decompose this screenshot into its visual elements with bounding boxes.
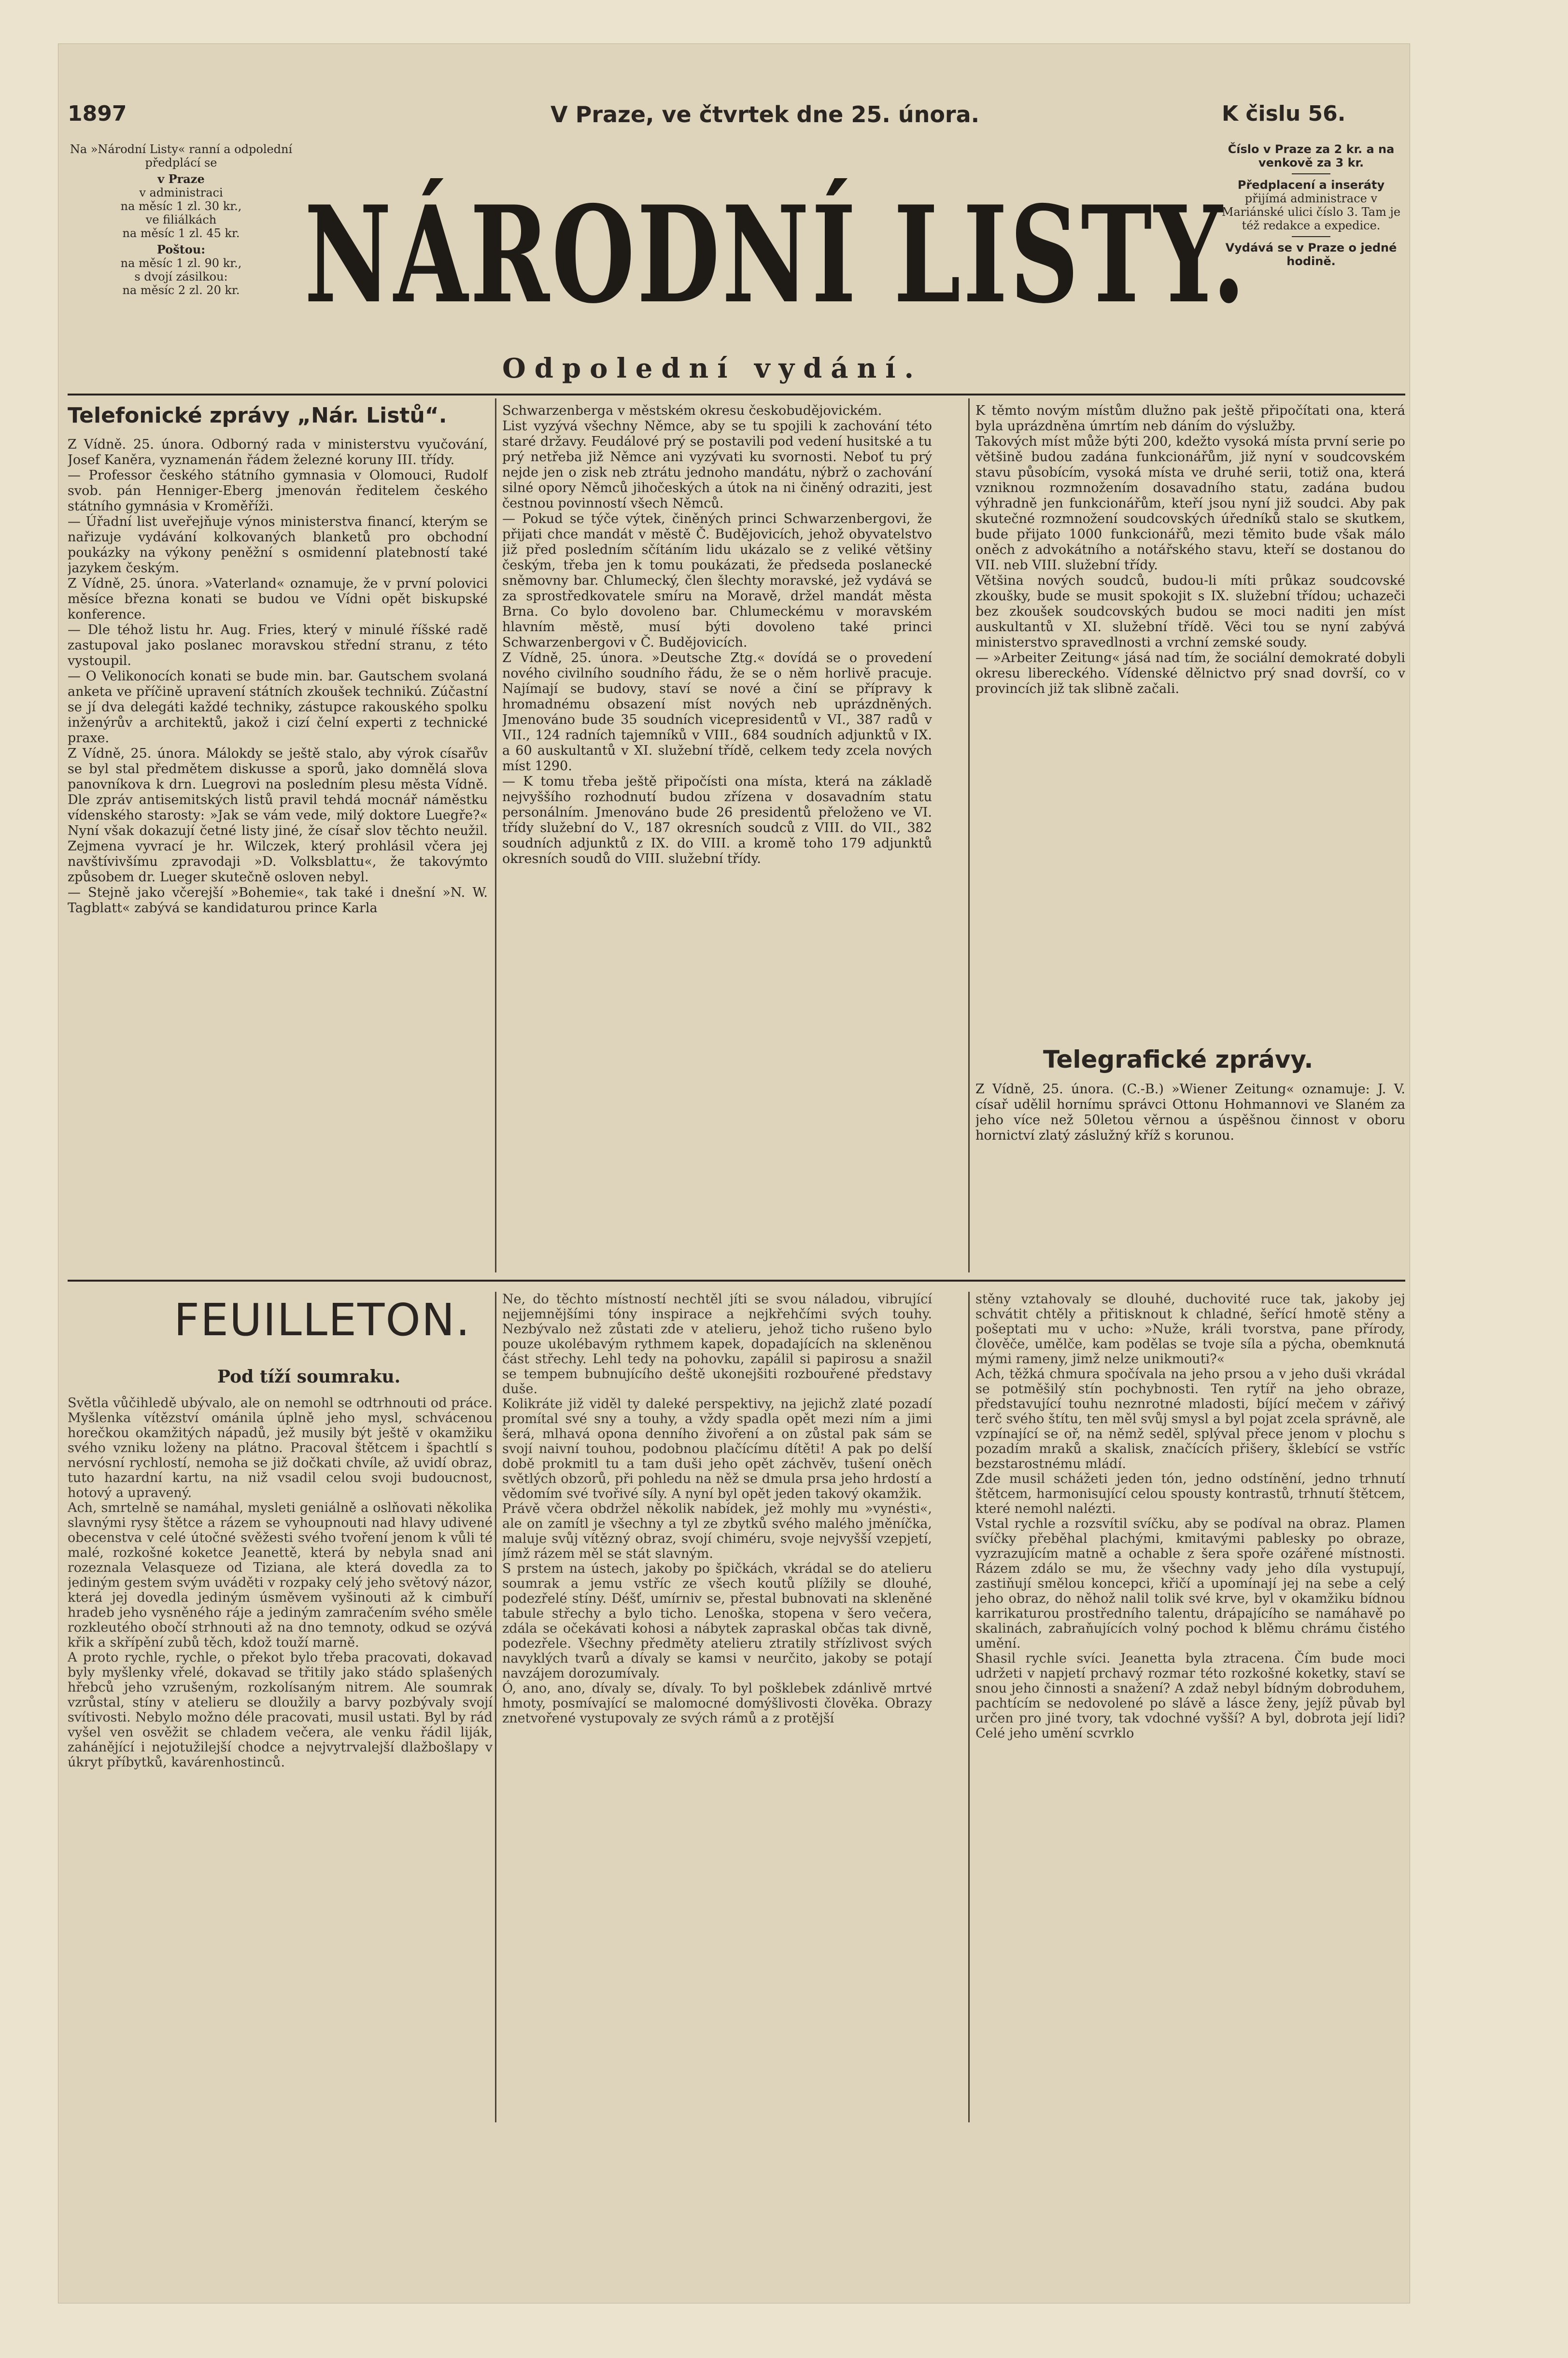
subscription-praha-month: na měsíc 1 zl. 30 kr., <box>120 199 242 213</box>
column-rule <box>968 1292 970 2122</box>
subscription-posta-head: Poštou: <box>156 242 206 256</box>
column-rule <box>968 398 970 1272</box>
feuilleton-column-3: stěny vztahovaly se dlouhé, duchovité ruce tak, jakoby jej schvátit chtěly a přitisknout k chladné, šeřící hmotě stěny a pošeptati mu v ucho: »Nuže, králi tvorstva, pane přírody, člověče, umělče, kam podělas se tvoje síla a pýcha, obemknutá mými rameny, jimž nelze unikmouti?« Ach, těžká chmura spočívala na jeho prsou a v jeho duši vkrádal se potměšilý stín pochybnosti. Ten rytíř na jeho obraze, představující touhu neznrotné mladosti, bíjící mečem v zářivý terč svého štítu, ten měl svůj smysl a byl pojat zcela správně, ale vzpínající se oř, na němž seděl, splýval přece jenom v plochu s pozadím mraků a skalisk, značících přišery, šklebící se vstříc bezstarostnému mládí. Zde musil schážeti jeden tón, jedno odstínění, jedno trhnutí štětcem, harmonisující celou spousty kontrastů, trhnutí štětcem, které nemohl nalézti. Vstal rychle a rozsvítil svíčku, aby se podíval na obraz. Plamen svíčky přeběhal plachými, kmitavými pablesky po obraze, vyzrazujícím matně a ochable z šera spoře ozářené místnosti. Rázem zdálo se mu, že všechny vady jeho díla vystupují, zastiňují smělou koncepci, křičí a upomínají jej na sebe a celý jeho obraz, do něhož nalil tolik své krve, byl v okamžiku bídnou karrikaturou prostředního talentu, drápajícího se namáhavě po skalinách, zabraňujících volný pochod k blěmu chrámu čistého umění. Shasil rychle svíci. Jeanetta byla ztracena. Čím bude moci udržeti v napjetí prchavý rozmar této rozkošné koketky, staví se snou jeho činnosti a snažení? A zdaž nebyl bídným dobroduhem, pachtícím se nedovolené po slávě a lásce ženy, jejíž půvab byl určen pro jiné tvory, tak vdochné vyšší? A byl, dobrota její lidi? Celé jeho umění scvrklo <box>975 1292 1405 1741</box>
masthead-title: NÁRODNÍ LISTY. <box>304 177 1248 333</box>
telegraph-text: Z Vídně, 25. února. (C.-B.) »Wiener Zeitung« oznamuje: J. V. císař udělil hornímu správci Ottonu Hohmannovi ve Slaném za jeho více než 50letou věrnou a úspěšnou činnost v oboru hornictví zlatý záslužný kříž s korunou. <box>975 1082 1405 1143</box>
column-rule <box>495 398 496 1272</box>
subscriptions-head: Předplacení a inseráty <box>1237 178 1385 192</box>
dateline: V Praze, ve čtvrtek dne 25. února. <box>551 101 980 127</box>
news-column-2: Schwarzenberga v městském okresu českobudějovickém. List vyzývá všechny Němce, aby se tu spojili k zachování této staré državy. Feudálové prý se postavili pod vedení husitské a tu prý netřeba již Němce ani vyzývati ku svornosti. Neboť tu prý nejde jen o zisk neb ztrátu jednoho mandátu, nýbrž o zachování silné opory Němců jihočeských a útok na ni činěný odraziti, jest čestnou povinností všech Němců. — Pokud se týče výtek, činěných princi Schwarzenbergovi, že přijati chce mandát v městě Č. Budějovicích, jehož obyvatelstvo již před posledním sčítáním lidu ukázalo se z veliké většiny českým, třeba jen k tomu poukázati, že předseda poslanecké sněmovny bar. Chlumecký, člen šlechty moravské, jež vydává se za sprostředkovatele smíru na Moravě, držel mandát města Brna. Co bylo dovoleno bar. Chlumeckému v moravském hlavním městě, musí býti dovoleno také princi Schwarzenbergovi v Č. Budějovicích. Z Vídně, 25. února. »Deutsche Ztg.« dovídá se o provedení nového civilního soudního řádu, že se o něm horlivě pracuje. Najímají se budovy, staví se nové a činí se přípravy k hromadnému obsazení míst nových neb uprázdněných. Jmenováno bude 35 soudních vicepresidentů v VI., 387 radů v VII., 124 radních tajemníků v VIII., 684 soudních adjunktů v IX. a 60 auskultantů v XI. služební třídě, celkem tedy zcela nových míst 1290. — K tomu třeba ještě připočísti ona místa, která na základě nejvyššího rozhodnutí budou zřízena v dosavadním statu personálním. Jmenováno bude 26 presidentů přeloženo ve VI. třídy služební do V., 187 okresních soudců z VIII. do VII., 382 soudních adjunktů z IX. do VIII. a kromě toho 179 adjunktů okresních soudů do VIII. služební třídy. <box>502 403 932 866</box>
feuilleton-title: FEUILLETON. <box>174 1294 471 1346</box>
masthead-rule <box>68 394 1405 395</box>
divider <box>1292 236 1330 237</box>
subscriptions-text: přijímá administrace v Mariánské ulici číslo 3. Tam je též redakce a expedice. <box>1221 192 1401 232</box>
newspaper-page <box>58 43 1410 2303</box>
subscription-filialky: ve filiálkách <box>145 213 217 226</box>
year: 1897 <box>68 101 127 126</box>
issue-time: Vydává se v Praze o jedné hodině. <box>1225 241 1397 268</box>
section-rule <box>68 1280 1405 1282</box>
edition-label: Odpolední vydání. <box>502 353 922 384</box>
divider <box>1292 173 1330 174</box>
news-column-3: K těmto novým místům dlužno pak ještě připočítati ona, která byla uprázdněna úmrtím neb dáním do výslužby. Takových míst může býti 200, kdežto vysoká místa první serie po většině budou zadána funkcionářům, již nyní v soudcovském stavu působícím, vysoká místa ve druhé serii, totiž ona, která vzniknou rozmnožením dosavadního statu, zadána budou výhradně jen funkcionářům, kteří jsou nyní již soudci. Aby pak skutečné rozmnožení soudcovských úředníků stalo se skutkem, bude přijato 1000 funkcionářů, mezi těmito bude však málo oněch z advokátního a notářského stavu, kteří se dostanou do VII. neb VIII. služební třídy. Většina nových soudců, budou-li míti průkaz soudcovské zkoušky, bude se musit spokojit s IX. služební třídou; uchazeči bez zkoušek soudcovských budou se moci naditi jen míst auskultantů v XI. služební třídě. Věci tou se nyní zabývá ministerstvo spravedlnosti a vrchní zemské soudy. — »Arbeiter Zeitung« jásá nad tím, že sociální demokraté dobyli okresu libereckého. Vídenské dělnictvo prý snad dovrší, co v provincích již tak slibně začali. <box>975 403 1405 696</box>
feuilleton-column-1: Světla vůčihledě ubývalo, ale on nemohl se odtrhnouti od práce. Myšlenka vítězství ománila úplně jeho mysl, schvácenou horečkou okamžitých nápadů, jež musily být ještě v okamžiku svého vzniku loženy na plátno. Pracoval štětcem i špachtlí s nervósní rychlostí, nemoha se již dočkati chvíle, až uvidí obraz, tuto hazardní kartu, na niž vsadil celou svoji budoucnost, hotový a upravený. Ach, smrtelně se namáhal, mysleti geniálně a oslňovati několika slavnými rysy štětce a rázem se vyhoupnouti nad hlavy udivené obecenstva v celé útočné svěžesti svého tvoření jenom k vůli té malé, rozkošné koketce Jeanettě, která by nebyla snad ani rozeznala Velasqueze od Tiziana, ale která dovedla za to jediným gestem svým uváděti v rozpaky celý jeho světový názor, která jej dovedla jediným úsměvem vyšinouti až k cimbuří hradeb jeho vysněného ráje a jediným zamračením svého směle rozkleutého obočí strhnouti až na dno temnoty, odkud se ozývá křik a skřípění zubů těch, kdož touží marně. A proto rychle, rychle, o překot bylo třeba pracovati, dokavad byly myšlenky vřelé, dokavad se třitily jako stádo splašených hřebců jeho vzrušeným, rozkolísaným nitrem. Ale soumrak vzrůstal, stíny v atelieru se dloužily a barvy pozbývaly svojí svítivosti. Nebylo možno déle pracovati, musil ustati. Byl by rád vyšel ven osvěžit se chladem večera, ale venku řádil liják, zahánějící i nejotužilejší chodce a nejvytrvalejší dlažbošlapy v úkryt příbytků, kavárenhostinců. <box>68 1396 493 1770</box>
info-box-right <box>1217 142 1405 268</box>
subscription-box-left <box>68 142 295 297</box>
price-info: Číslo v Praze za 2 kr. a na venkově za 3 kr. <box>1228 142 1395 169</box>
feuilleton-column-2: Ne, do těchto místností nechtěl jíti se svou náladou, vibrující nejjemnějšími tóny inspirace a nejkřehčími svých touhy. Nezbývalo než zůstati zde v atelieru, jehož ticho rušeno bylo pouze ukolébavým rythmem kapek, dopadajících na skleněnou část střechy. Lehl tedy na pohovku, zapálil si papirosu a snažil se tempem bubnujícího deště ukonejšiti rozbouřené představy duše. Kolikráte již viděl ty daleké perspektivy, na jejichž zlaté pozadí promítal své sny a touhy, a vždy spadla opět mezi ním a jimi šerá, mlhavá opona denního živoření a on zůstal pak sám se svojí naivní touhou, podobnou plačícímu dítěti! A pak po delší době prokmitl tu a tam duši jeho opět záchvěv, tušení oněch světlých obzorů, při pohledu na něž se dmula prsa jeho hrdostí a vědomím své tvořivé síly. A nyní byl opět jeden takový okamžik. Právě včera obdržel několik nabídek, jež mohly mu »vynésti«, ale on zamítl je všechny a tyl ze zbytků svého malého jměníčka, maluje svůj vítězný obraz, svojí chiméru, svoje nejvyšší vzepjetí, jímž rázem měl se stát slavným. S prstem na ústech, jakoby po špičkách, vkrádal se do atelieru soumrak a jemu vstříc ze všech koutů plížily se dlouhé, podezřelé stíny. Déšť, umírniv se, přestal bubnovati na skleněné tabule střechy a bylo ticho. Lenoška, stopena v šero večera, zdála se očekávati kohosi a nábytek zapraskal občas tak divně, podezřele. Všechny předměty atelieru ztratily střízlivost svých navyklých tvarů a dívaly se kamsi v neurčito, jakoby se potají navzájem dorozumívaly. Ó, ano, ano, dívaly se, dívaly. To byl pošklebek zdánlivě mrtvé hmoty, posmívající se malomocné domýšlivosti člověka. Obrazy znetvořené vystupovaly ze svých rámů a z protější <box>502 1292 932 1726</box>
subscription-posta-double-month: na měsíc 2 zl. 20 kr. <box>122 283 240 297</box>
subscription-praha-head: v Praze <box>157 172 205 186</box>
column-rule <box>495 1292 496 2122</box>
news-headline: Telefonické zprávy „Nár. Listů“. <box>68 403 447 428</box>
news-column-1: Z Vídně. 25. února. Odborný rada v ministerstvu vyučování, Josef Kaněra, vyznamenán řádem železné koruny III. třídy. — Professor českého státního gymnasia v Olomouci, Rudolf svob. pán Henniger-Eberg jmenován ředitelem českého státního gymnásia v Kroměříži. — Úřadní list uveřejňuje výnos ministerstva financí, kterým se nařizuje vydávání kolkovaných blanketů pro obchodní poukázky na výkony peněžní s osmidenní platebností také jazykem českým. Z Vídně, 25. února. »Vaterland« oznamuje, že v první polovici měsíce března konati se budou ve Vídni opět biskupské konference. — Dle téhož listu hr. Aug. Fries, který v minulé říšské radě zastupoval jako poslanec moravskou střední stranu, z této vystoupil. — O Velikonocích konati se bude min. bar. Gautschem svolaná anketa ve příčině upravení státních zkoušek technikú. Zúčastní se jí dva delegáti každé techniky, zástupce rakouského spolku inženýrův a architektů, jakož i cizí čelní experti z technické praxe. Z Vídně, 25. února. Málokdy se ještě stalo, aby výrok císařův se byl stal předmětem diskusse a sporů, jako domnělá slova panovníkova k drn. Luegrovi na posledním plesu města Vídně. Dle zpráv antisemitských listů pravil tehdá mocnář náměstku vídenského starosty: »Jak se vám vede, milý doktore Luegře?« Nyní však dokazují četné listy jiné, že císař slov těchto neužil. Zejmena vyvrací je hr. Wilczek, který prohlásil včera jej navštívivšímu zpravodaji »D. Volksblattu«, že takovýmto způsobem dr. Lueger skutečně osloven nebyl. — Stejně jako včerejší »Bohemie«, tak také i dnešní »N. W. Tagblatt« zabývá se kandidaturou prince Karla <box>68 437 488 916</box>
subscription-praha-admin: v administraci <box>139 186 223 199</box>
issue-number: K čislu 56. <box>1222 101 1346 126</box>
telegraph-headline: Telegrafické zprávy. <box>1043 1045 1314 1073</box>
subscription-intro: Na »Národní Listy« ranní a odpolední předplácí se <box>70 142 293 169</box>
subscription-filialky-month: na měsíc 1 zl. 45 kr. <box>122 226 240 240</box>
subscription-posta-month: na měsíc 1 zl. 90 kr., <box>120 256 242 270</box>
story-title: Pod tíží soumraku. <box>217 1367 401 1387</box>
subscription-posta-double: s dvojí zásilkou: <box>134 270 228 283</box>
